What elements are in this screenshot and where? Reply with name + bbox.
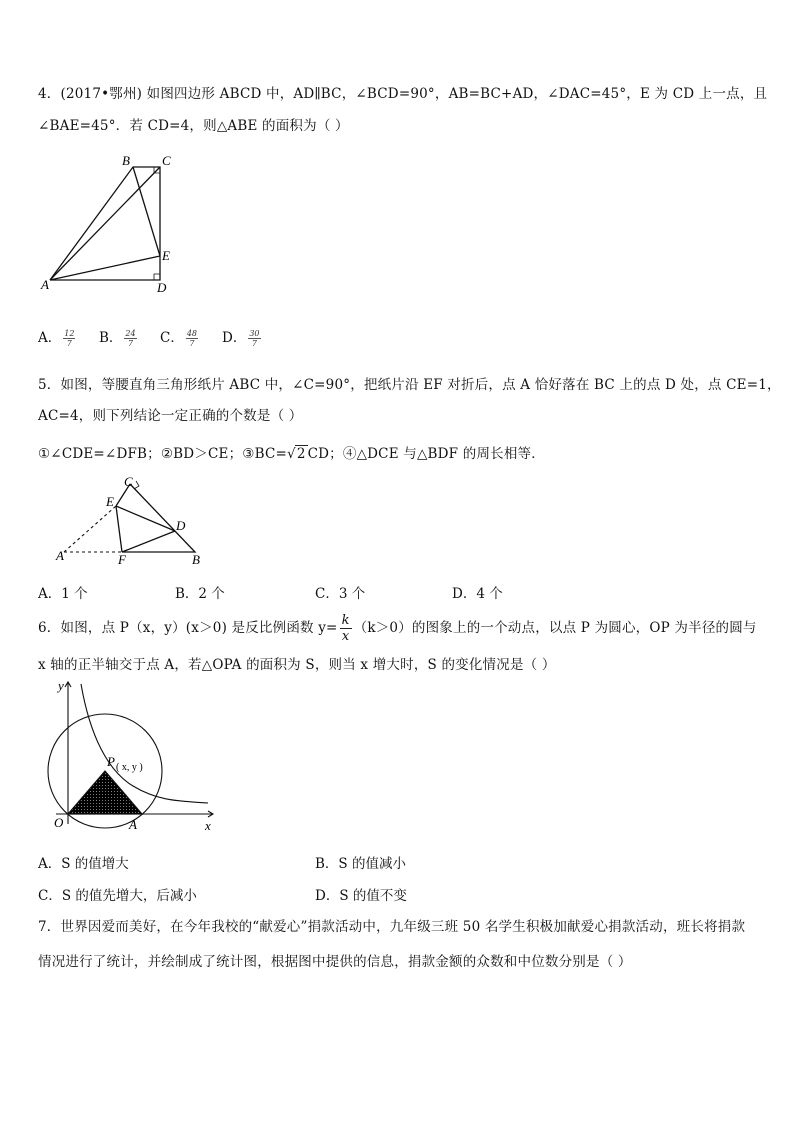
q4-option-a-den: 7 <box>66 339 72 348</box>
q4-option-c-letter: C． <box>160 330 184 346</box>
q4-label-B: B <box>122 153 130 168</box>
fraction-x: x <box>341 629 350 644</box>
q5-label-E: E <box>106 494 114 509</box>
q4-label-E: E <box>162 248 170 263</box>
q4-label-C: C <box>162 153 171 168</box>
q6-line1-part1: 6．如图，点 P（x，y）(x＞0) 是反比例函数 y= <box>38 620 338 636</box>
k-over-x-fraction <box>340 613 352 644</box>
q5-stem-line1: 5．如图，等腰直角三角形纸片 ABC 中，∠C=90°，把纸片沿 EF 对折后，点 A 恰好落在 BC 上的点 D 处，点 CE=1， <box>38 377 781 393</box>
q4-option-d[interactable] <box>222 326 263 348</box>
q4-label-A: A <box>41 277 49 292</box>
q5-option-b[interactable]: B．2 个 <box>175 586 225 602</box>
q6-label-O: O <box>54 815 64 830</box>
q4-option-c[interactable] <box>160 326 200 348</box>
q4-option-a[interactable] <box>38 326 77 348</box>
q7-stem-line2: 情况进行了统计，并绘制成了统计图，根据图中提供的信息，捐款金额的众数和中位数分别是（ ） <box>38 954 632 970</box>
sqrt-symbol: √ <box>287 446 296 462</box>
q4-option-d-den: 7 <box>251 339 257 348</box>
q4-option-b[interactable] <box>99 326 139 348</box>
q5-line3-part2: CD；④△DCE 与△BDF 的周长相等． <box>307 446 545 462</box>
fraction-k: k <box>341 613 350 628</box>
q4-option-c-den: 7 <box>189 339 195 348</box>
q4-label-D: D <box>157 280 167 295</box>
q6-option-a[interactable]: A．S 的值增大 <box>38 856 129 872</box>
q5-option-c[interactable]: C．3 个 <box>315 586 366 602</box>
q4-option-b-letter: B． <box>99 330 123 346</box>
q6-option-c[interactable]: C．S 的值先增大，后减小 <box>38 888 197 904</box>
q5-label-F: F <box>118 552 126 566</box>
q7-stem-line1: 7．世界因爱而美好，在今年我校的“献爱心”捐款活动中，九年级三班 50 名学生积极加献爱心捐款活动，班长将捐款 <box>38 919 746 935</box>
q4-option-d-num: 30 <box>249 329 260 338</box>
q6-line1-part2: （k＞0）的图象上的一个动点，以点 P 为圆心，OP 为半径的圆与 <box>353 620 757 636</box>
q4-option-b-num: 24 <box>125 329 136 338</box>
q4-option-c-num: 48 <box>186 329 198 338</box>
q5-sqrt-radicand: 2 <box>296 446 306 462</box>
q6-figure <box>38 676 223 836</box>
q4-stem-line1: 4．(2017•鄂州) 如图四边形 ABCD 中，AD∥BC，∠BCD=90°，AB=BC+AD，∠DAC=45°，E 为 CD 上一点，且 <box>38 86 768 102</box>
q6-label-P-coord: ( x, y ) <box>116 762 143 773</box>
q6-label-P: P <box>107 754 115 769</box>
q6-label-A: A <box>129 817 137 832</box>
q4-option-d-letter: D． <box>222 330 247 346</box>
q5-line3-part1: ①∠CDE=∠DFB；②BD＞CE；③BC= <box>38 446 288 462</box>
q5-label-B: B <box>192 552 200 566</box>
q6-label-x: x <box>205 818 211 833</box>
q5-label-D: D <box>176 518 186 533</box>
q5-option-a[interactable]: A．1 个 <box>38 586 88 602</box>
q5-label-C: C <box>124 474 133 489</box>
q4-stem-line2: ∠BAE=45°．若 CD=4，则△ABE 的面积为（ ） <box>38 118 349 134</box>
q5-label-A: A <box>56 548 64 563</box>
q5-stem-line2: AC=4，则下列结论一定正确的个数是（ ） <box>38 408 303 424</box>
q5-option-d[interactable]: D．4 个 <box>452 586 503 602</box>
q4-option-a-num: 12 <box>64 329 75 338</box>
q5-stem-line3 <box>38 442 545 462</box>
q4-option-b-den: 7 <box>127 339 134 348</box>
q4-figure <box>38 150 188 295</box>
q6-option-b[interactable]: B．S 的值减小 <box>315 856 406 872</box>
q6-label-y: y <box>58 678 64 693</box>
q6-option-d[interactable]: D．S 的值不变 <box>315 888 407 904</box>
q4-option-a-letter: A． <box>38 330 62 346</box>
q6-stem-line1 <box>38 613 757 644</box>
q6-stem-line2: x 轴的正半轴交于点 A，若△OPA 的面积为 S，则当 x 增大时，S 的变化情况是（ ） <box>38 657 556 673</box>
q5-figure <box>52 474 207 566</box>
